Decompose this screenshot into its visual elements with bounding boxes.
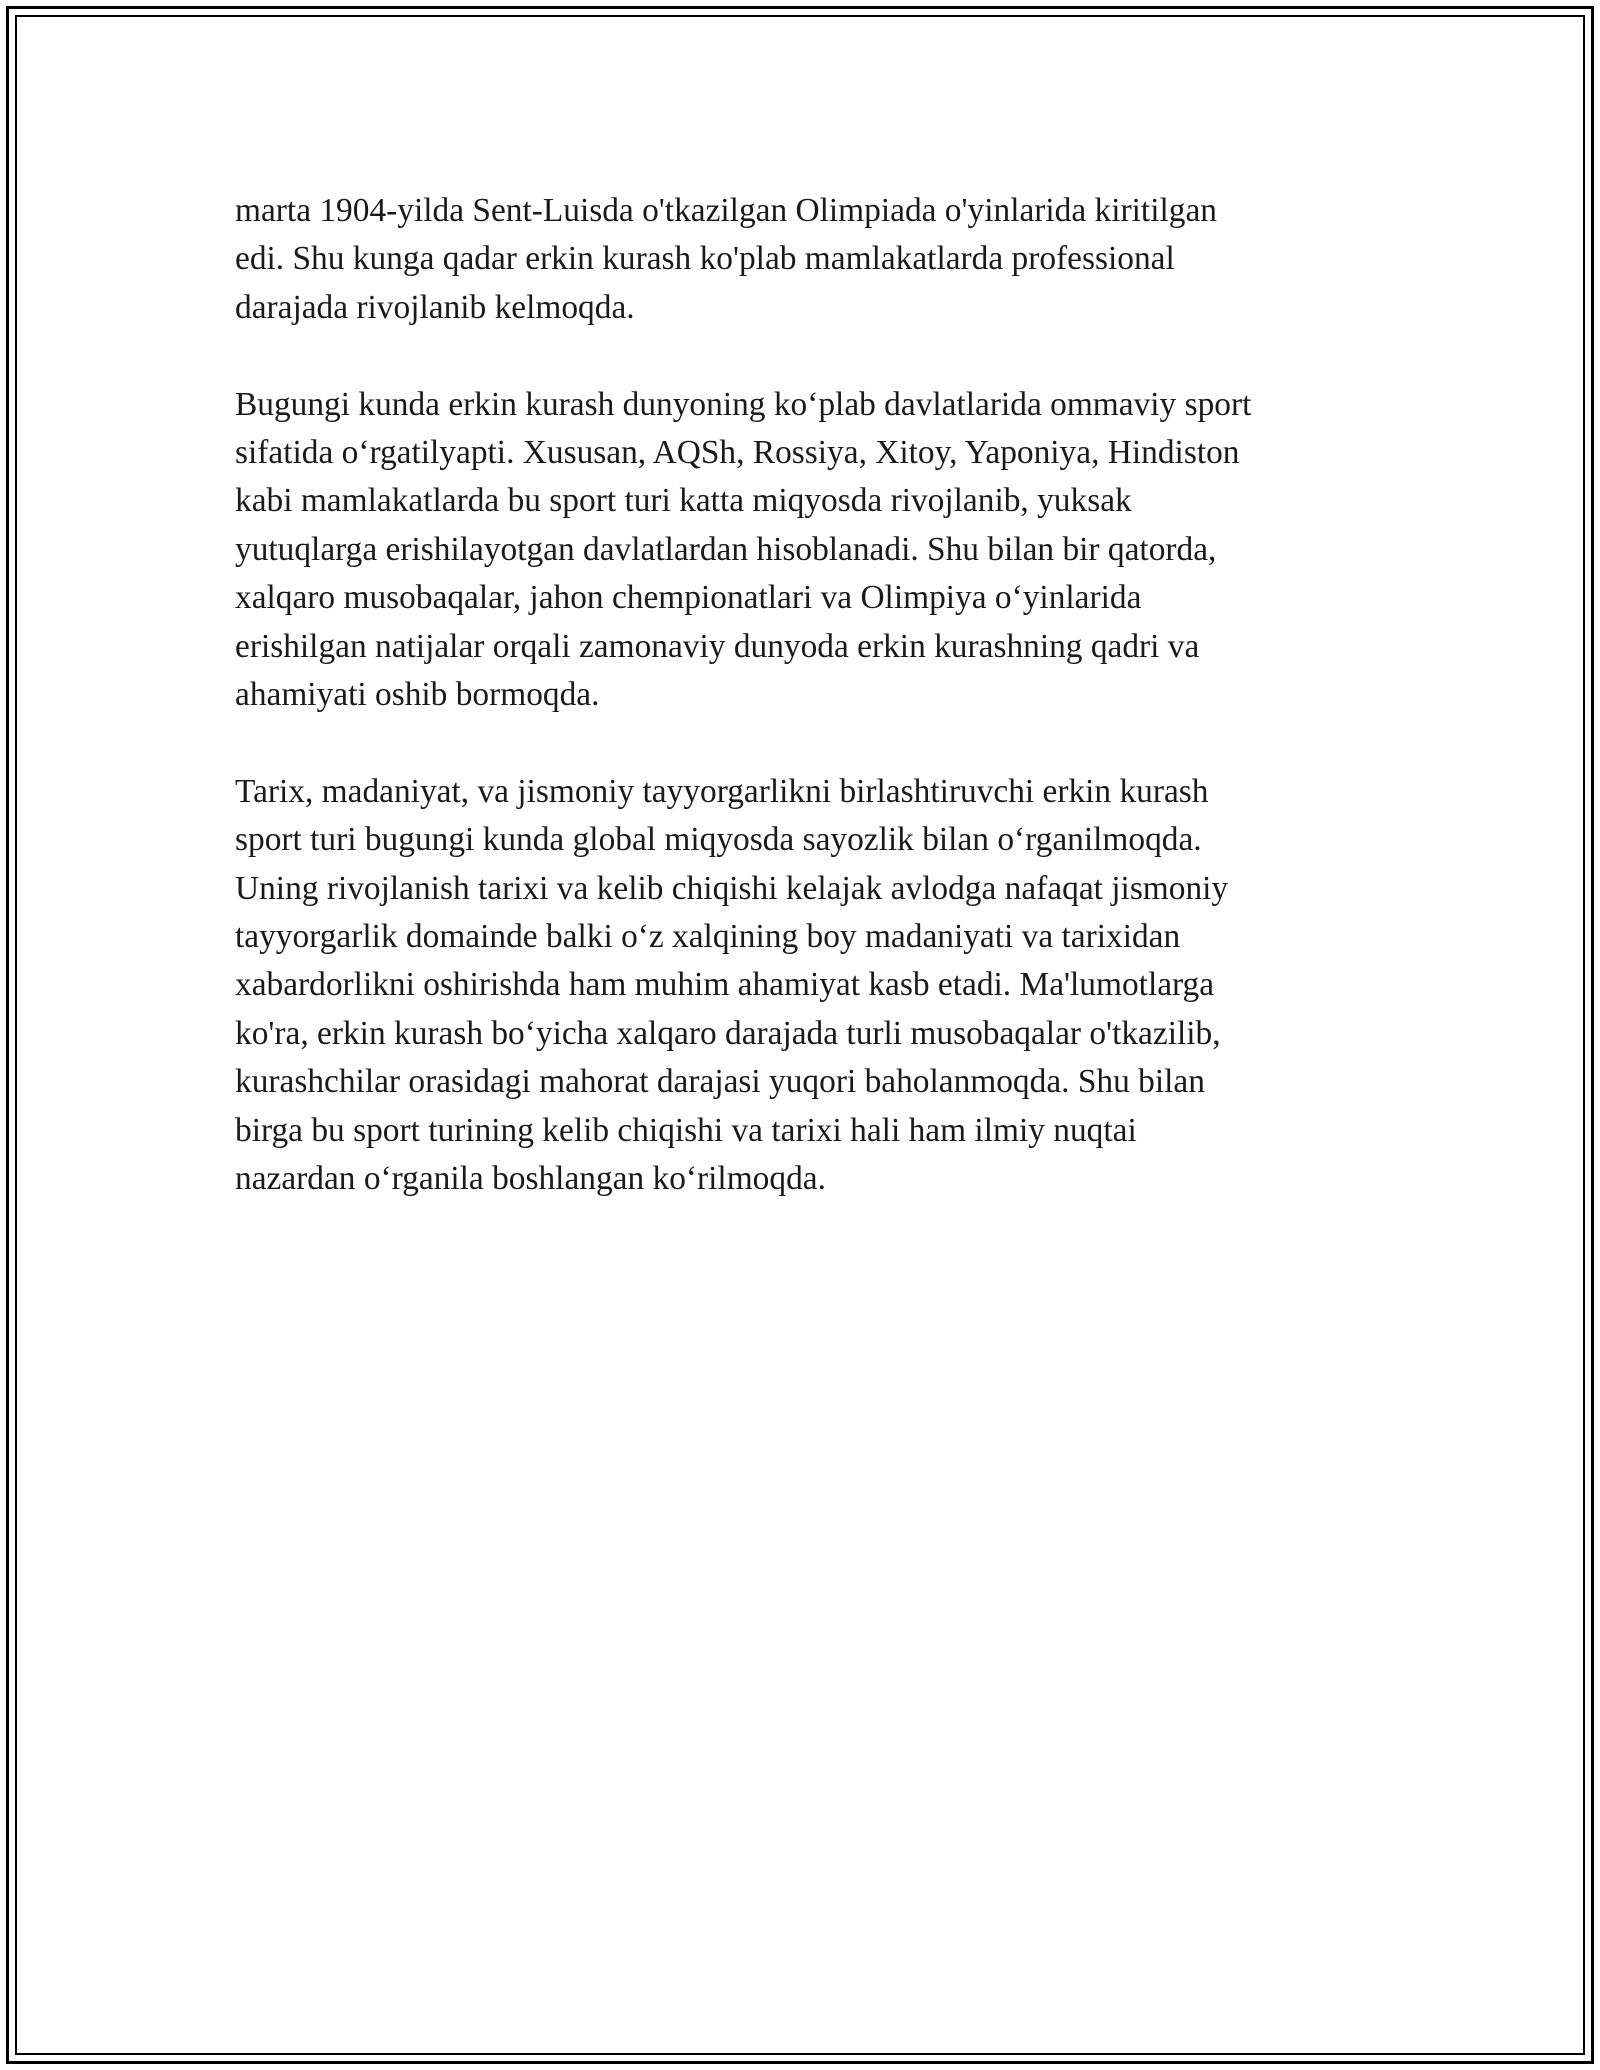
text-line: tayyorgarlik domainde balki o‘z xalqining boy madaniyati va tarixidan: [235, 918, 1181, 956]
text-line: nazardan o‘rganila boshlangan ko‘rilmoqda.: [235, 1160, 826, 1198]
text-line: sifatida o‘rgatilyapti. Xususan, AQSh, Rossiya, Xitoy, Yaponiya, Hindiston: [235, 434, 1240, 472]
text-line: Tarix, madaniyat, va jismoniy tayyorgarlikni birlashtiruvchi erkin kurash: [235, 772, 1209, 810]
text-line: marta 1904-yilda Sent-Luisda o'tkazilgan Olimpiada o'yinlarida kiritilgan: [235, 192, 1217, 229]
text-line: Uning rivojlanish tarixi va kelib chiqishi kelajak avlodga nafaqat jismoniy: [235, 869, 1229, 907]
paragraph-1: [235, 187, 1365, 332]
text-line: kurashchilar orasidagi mahorat darajasi yuqori baholanmoqda. Shu bilan: [235, 1063, 1205, 1101]
text-line: yutuqlarga erishilayotgan davlatlardan hisoblanadi. Shu bilan bir qatorda,: [235, 530, 1217, 568]
text-line: xalqaro musobaqalar, jahon chempionatlari va Olimpiya o‘yinlarida: [235, 579, 1142, 617]
text-line: darajada rivojlanib kelmoqda.: [235, 288, 635, 326]
document-body: [235, 187, 1365, 1252]
text-line: sport turi bugungi kunda global miqyosda sayozlik bilan o‘rganilmoqda.: [235, 821, 1202, 859]
paragraph-2: [235, 381, 1365, 720]
text-line: erishilgan natijalar orqali zamonaviy dunyoda erkin kurashning qadri va: [235, 627, 1200, 665]
text-line: birga bu sport turining kelib chiqishi va tarixi hali ham ilmiy nuqtai: [235, 1111, 1137, 1149]
text-line: edi. Shu kunga qadar erkin kurash ko'plab mamlakatlarda professional: [235, 240, 1175, 278]
text-line: Bugungi kunda erkin kurash dunyoning ko‘plab davlatlarida ommaviy sport: [235, 385, 1252, 423]
text-line: ahamiyati oshib bormoqda.: [235, 676, 600, 714]
text-line: kabi mamlakatlarda bu sport turi katta miqyosda rivojlanib, yuksak: [235, 482, 1132, 520]
text-line: xabardorlikni oshirishda ham muhim ahamiyat kasb etadi. Ma'lumotlarga: [235, 966, 1215, 1004]
paragraph-3: [235, 768, 1365, 1204]
text-line: ko'ra, erkin kurash bo‘yicha xalqaro darajada turli musobaqalar o'tkazilib,: [235, 1014, 1221, 1052]
